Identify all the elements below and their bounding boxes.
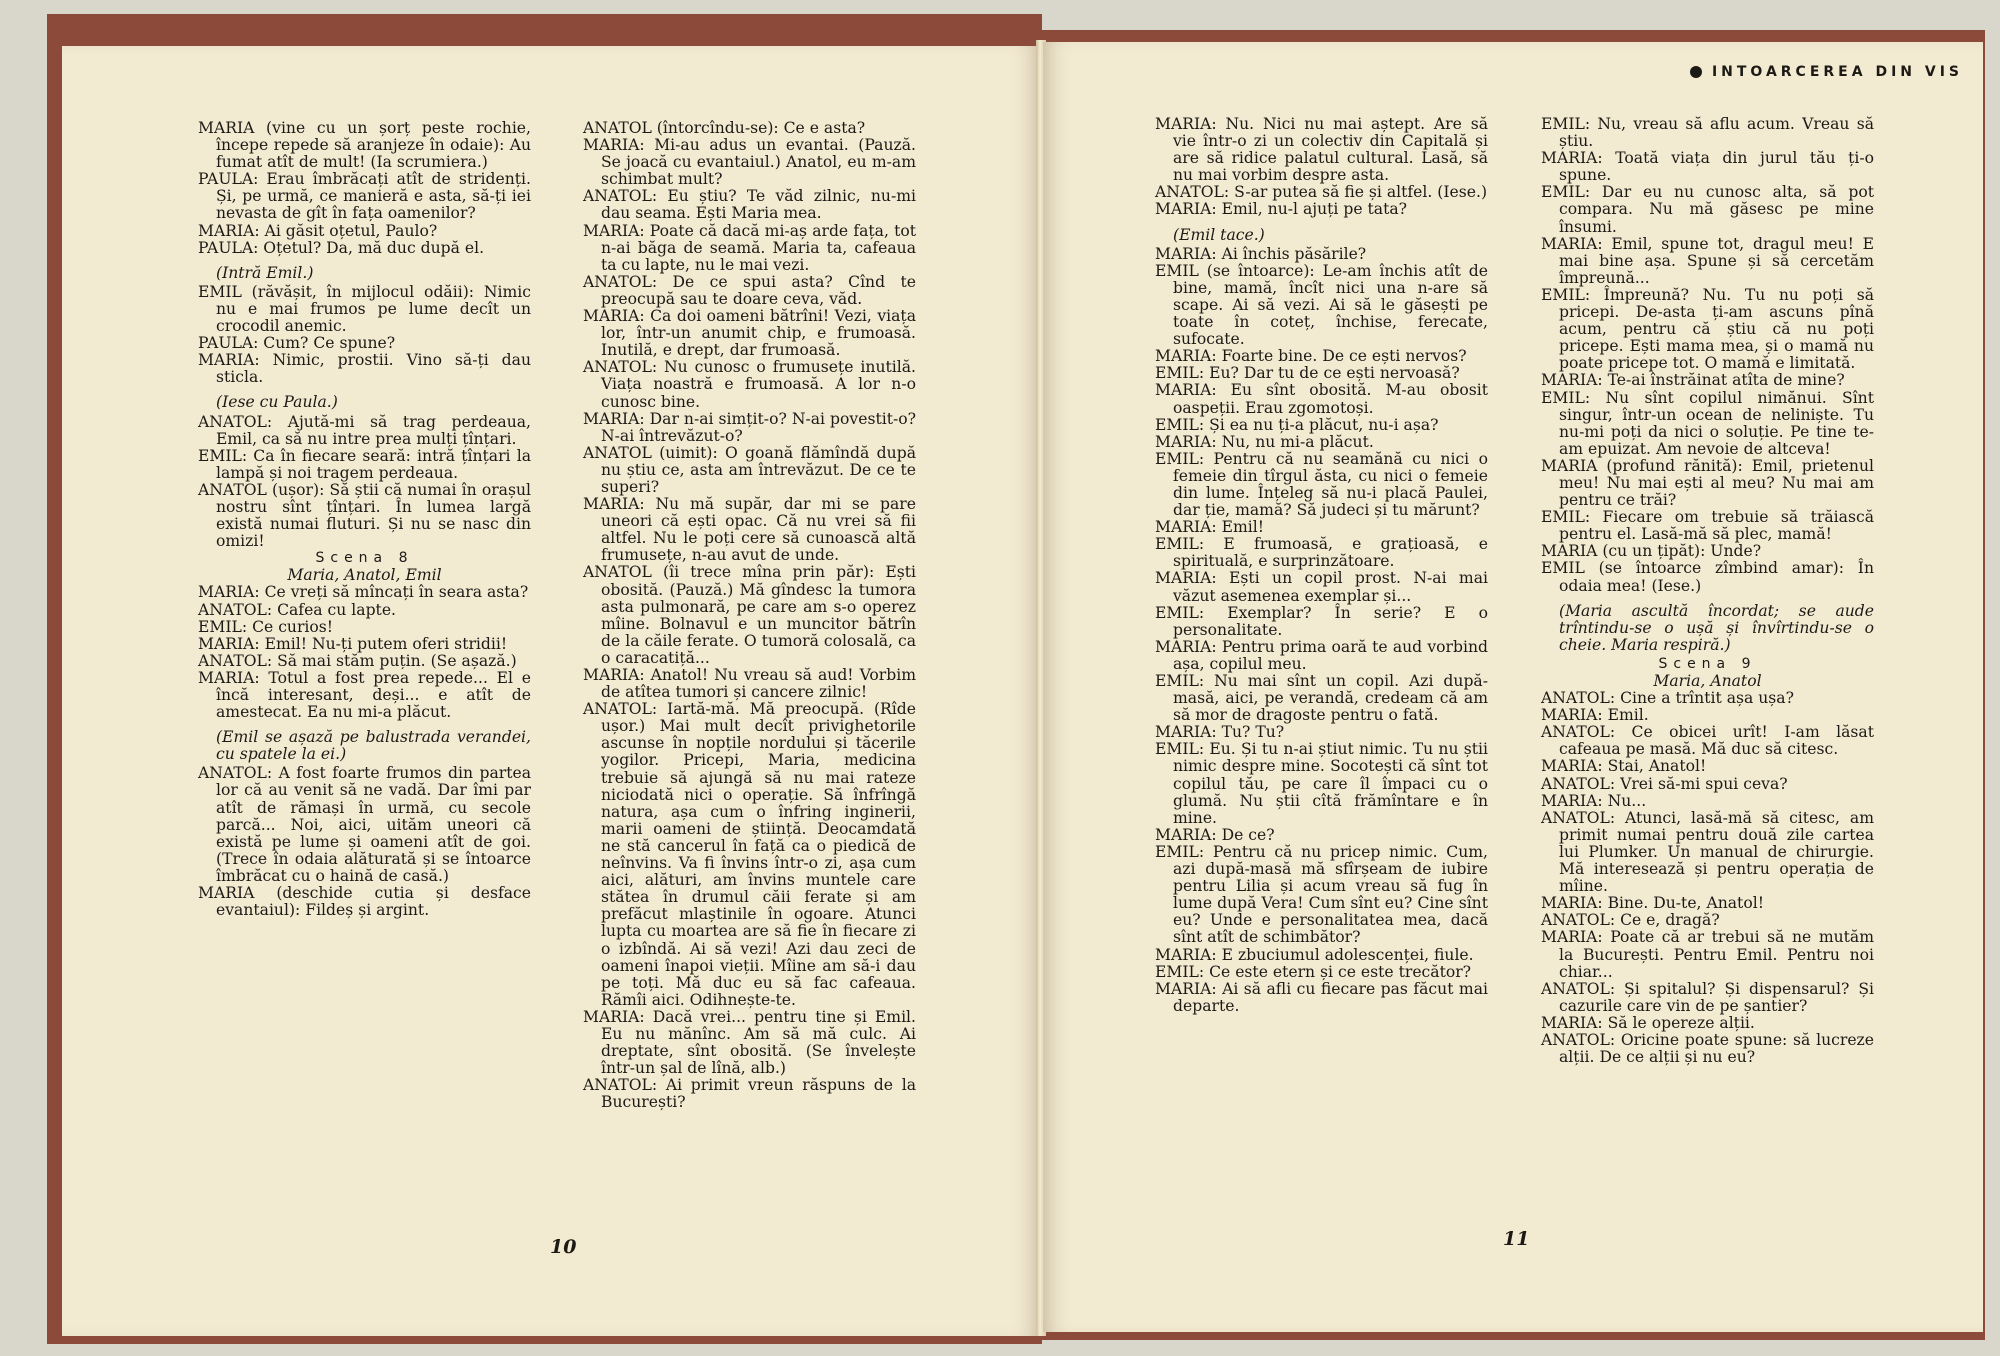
dialogue-line: ANATOL: Ajută-mi să trag perdeaua, Emil, ca să nu intre prea mulți țînțari. (198, 412, 531, 448)
dialogue-line: MARIA (vine cu un șorț peste rochie, începe repede să aranjeze în odaie): Au fumat atît de mult! (Ia scrumiera.) (198, 119, 531, 172)
dialogue-line: MARIA: Totul a fost prea repede... El e încă interesant, deși... e atît de amestecat. Ea nu mi-a plăcut. (198, 668, 531, 722)
scene-cast: Maria, Anatol (1653, 672, 1762, 690)
dialogue-line: ANATOL (îi trece mîna prin păr): Ești obosită. (Pauză.) Mă gîndesc la tumora asta pulmonară, pe care am s-o operez mîine. Bolnavul e un muncitor bătrîn de la căile ferate. O tumoră colosală, ca o caracatiță... (583, 563, 916, 667)
dialogue-line: MARIA: Stai, Anatol! (1541, 757, 1707, 776)
dialogue-line: EMIL: Pentru că nu pricep nimic. Cum, azi după-masă mă sfîrșeam de iubire pentru Lilia și acum vreau să fug în lume după Vera! Cum sînt eu? Cine sînt eu? Unde e personalitatea mea, dacă sînt atît de schimbător? (1155, 842, 1488, 947)
dialogue-line: EMIL: Exemplar? În serie? E o personalitate. (1155, 603, 1488, 639)
dialogue-line: MARIA: De ce? (1155, 825, 1275, 844)
dialogue-line: MARIA: Toată viața din jurul tău ți-o spune. (1541, 149, 1874, 185)
scene-heading: Scena 9 (1658, 655, 1757, 672)
dialogue-line: ANATOL (uimit): O goană flămîndă după nu știu ce, asta am întrevăzut. De ce te superi? (583, 443, 916, 496)
dialogue-line: EMIL: Ce este etern și ce este trecător? (1155, 962, 1472, 981)
dialogue-line: ANATOL: Cine a trîntit așa ușa? (1541, 689, 1794, 708)
dialogue-line: EMIL: Ce curios! (198, 617, 334, 636)
dialogue-line: EMIL (se întoarce): Le-am închis atît de bine, mamă, încît nici una n-are să scape. Ai să vezi. Ai să le găsești pe toate în coteț, închise, ferecate, sufocate. (1155, 261, 1488, 349)
dialogue-line: MARIA: Ce vreți să mîncați în seara asta? (198, 583, 529, 602)
dialogue-line: ANATOL: Iartă-mă. Mă preocupă. (Rîde ușor.) Mai mult decît privighetorile ascunse în nopțile nordului și tăcerile yogilor. Pricepi, Maria, medicina trebuie să ajungă să nu mai rateze niciodată nici o operație. Să înfrîngă natura, așa cum o înfring inginerii, marii oameni de știință. Deocamdată ne stă cancerul în față ca o piedică de neînvins. Va fi învins într-o zi, așa cum aici, alături, am învins muntele care stătea în drumul căii ferate și am prefăcut mlaștinile în ogoare. Atunci lupta cu moartea are să fie în fiecare zi o izbîndă. Ai să vezi! Azi dau zeci de oameni înapoi vieții. Mîine am să-i dau pe toți. Mă duc eu să fac cafeaua. Rămîi aici. Odihnește-te. (583, 700, 916, 1009)
dialogue-line: MARIA: Emil! Nu-ți putem oferi stridii! (198, 634, 508, 653)
dialogue-line: ANATOL: Nu cunosc o frumusețe inutilă. Viața noastră e frumoasă. A lor n-o cunosc bine. (583, 358, 916, 411)
dialogue-line: MARIA: Dar n-ai simțit-o? N-ai povestit-o? N-ai întrevăzut-o? (583, 409, 916, 445)
dialogue-line: MARIA: Să le opereze alții. (1541, 1013, 1755, 1032)
dialogue-line: EMIL: Nu, vreau să aflu acum. Vreau să știu. (1541, 115, 1874, 151)
dialogue-line: MARIA: Ai să afli cu fiecare pas făcut mai departe. (1155, 979, 1488, 1015)
running-head (1690, 64, 1963, 80)
dialogue-line: MARIA (profund rănită): Emil, prietenul meu! Nu mai ești al meu? Nu mai am pentru ce trăi? (1541, 456, 1874, 510)
stage-direction: (Intră Emil.) (216, 263, 314, 282)
scene-cast: Maria, Anatol, Emil (287, 566, 442, 585)
left-page (62, 46, 1039, 1336)
dialogue-line: EMIL (se întoarce zîmbind amar): În odaia mea! (Iese.) (1541, 559, 1874, 595)
page-number: 10 (550, 1236, 577, 1258)
dialogue-line: EMIL: Împreună? Nu. Tu nu poți să pricepi. De-asta ți-am ascuns pînă acum, pentru că știu că nu poți pricepe. Ești mama mea, și o mamă nu poate pricepe tot. O mamă e limitată. (1541, 285, 1874, 373)
running-head-text: INTOARCEREA DIN VIS (1711, 64, 1963, 80)
dialogue-line: ANATOL: Vrei să-mi spui ceva? (1541, 774, 1788, 793)
dialogue-line: MARIA: Foarte bine. De ce ești nervos? (1155, 347, 1467, 366)
dialogue-line: ANATOL: S-ar putea să fie și altfel. (Iese.) (1155, 183, 1488, 202)
stage-direction: (Iese cu Paula.) (216, 393, 338, 412)
bullet-icon (1690, 66, 1702, 78)
dialogue-line: ANATOL: Să mai stăm puțin. (Se așază.) (198, 651, 517, 670)
dialogue-line: MARIA: Anatol! Nu vreau să aud! Vorbim de atîtea tumori și cancere zilnic! (583, 666, 916, 702)
dialogue-line: MARIA: Nu mă supăr, dar mi se pare uneori că ești opac. Că nu vrei să fii altfel. Nu le poți cere să cunoască altă frumusețe, n-au avut de unde. (583, 495, 916, 565)
stage-direction: (Emil tace.) (1173, 225, 1265, 244)
dialogue-line: MARIA: Emil. (1541, 706, 1649, 725)
dialogue-line: MARIA: E zbuciumul adolescenței, fiule. (1155, 945, 1474, 964)
dialogue-line: ANATOL: Eu știu? Te văd zilnic, nu-mi dau seama. Ești Maria mea. (583, 187, 916, 223)
dialogue-line: ANATOL: Și spitalul? Și dispensarul? Și cazurile care vin de pe șantier? (1541, 979, 1874, 1015)
dialogue-line: PAULA: Oțetul? Da, mă duc după el. (198, 238, 485, 257)
dialogue-line: PAULA: Cum? Ce spune? (198, 334, 396, 353)
dialogue-line: MARIA: Ești un copil prost. N-ai mai văzut asemenea exemplar și... (1155, 569, 1488, 605)
dialogue-line: MARIA: Ai găsit oțetul, Paulo? (198, 221, 438, 240)
dialogue-line: MARIA: Ca doi oameni bătrîni! Vezi, viața lor, într-un anumit chip, e frumoasă. Inutilă, e drept, dar frumoasă. (583, 307, 916, 360)
dialogue-line: MARIA: Mi-au adus un evantai. (Pauză. Se joacă cu evantaiul.) Anatol, eu m-am schimbat mult? (583, 136, 916, 189)
dialogue-line: EMIL: Ca în fiecare seară: intră țînțari la lampă și noi tragem perdeaua. (198, 446, 531, 482)
stage-direction: (Emil se așază pe balustrada verandei, cu spatele la ei.) (216, 728, 531, 764)
left-page-column-2 (583, 120, 916, 1111)
dialogue-line: MARIA: Nu. Nici nu mai aștept. Are să vie într-o zi un colectiv din Capitală și are să ridice palatul cultural. Lasă, să nu mai vorbim despre asta. (1155, 115, 1488, 185)
dialogue-line: ANATOL (întorcîndu-se): Ce e asta? (583, 119, 866, 137)
right-page-column-1 (1155, 116, 1488, 1015)
dialogue-line: ANATOL: Ai primit vreun răspuns de la București? (583, 1076, 916, 1112)
dialogue-line: EMIL: Eu? Dar tu de ce ești nervoasă? (1155, 364, 1460, 383)
dialogue-line: ANATOL: A fost foarte frumos din partea lor că au venit să ne vadă. Dar îmi par atît de rămași în urmă, cu secole parcă... Noi, aici, uităm uneori că există pe lume și oameni atît de goi. (Trece în odaia alăturată și se întoarce îmbrăcat cu o haină de casă.) (198, 764, 531, 885)
dialogue-line: ANATOL (ușor): Să știi că numai în orașul nostru sînt țînțari. În lumea largă există numai fluturi. Și nu se nasc din omizi! (198, 480, 531, 551)
dialogue-line: ANATOL: Atunci, lasă-mă să citesc, am primit numai pentru două zile cartea lui Plumker. Un manual de chirurgie. Mă interesează și pentru operația de mîine. (1541, 808, 1874, 896)
dialogue-line: EMIL: Dar eu nu cunosc alta, să pot compara. Nu mă găsesc pe mine însumi. (1541, 183, 1874, 236)
dialogue-line: EMIL: Și ea nu ți-a plăcut, nu-i așa? (1155, 415, 1439, 434)
dialogue-line: MARIA: Emil, spune tot, dragul meu! E mai bine așa. Spune și să cercetăm împreună... (1541, 234, 1874, 287)
dialogue-line: EMIL: Pentru că nu seamănă cu nici o femeie din tîrgul ăsta, cu nici o femeie din lume. Înțeleg să nu-i placă Paulei, dar ție, mamă? Să judeci și tu mărunt? (1155, 449, 1488, 520)
dialogue-line: EMIL: Fiecare om trebuie să trăiască pentru el. Lasă-mă să plec, mamă! (1541, 508, 1874, 544)
dialogue-line: MARIA: Te-ai înstrăinat atîta de mine? (1541, 371, 1845, 390)
dialogue-line: MARIA: Nimic, prostii. Vino să-ți dau sticla. (198, 351, 531, 387)
dialogue-line: MARIA: Bine. Du-te, Anatol! (1541, 894, 1764, 913)
left-page-column-1 (198, 120, 531, 919)
scene-heading: Scena 8 (315, 550, 414, 567)
dialogue-line: MARIA: Eu sînt obosită. M-au obosit oaspeții. Erau zgomotoși. (1155, 381, 1488, 417)
dialogue-line: MARIA: Ai închis păsările? (1155, 244, 1367, 263)
dialogue-line: ANATOL: Ce e, dragă? (1541, 911, 1720, 930)
page-number: 11 (1503, 1228, 1530, 1250)
dialogue-line: MARIA: Emil, nu-l ajuți pe tata? (1155, 200, 1407, 219)
dialogue-line: MARIA: Tu? Tu? (1155, 723, 1285, 742)
right-page-column-2 (1541, 116, 1874, 1066)
stage-direction: (Maria ascultă încordat; se aude trîntindu-se o ușă și învîrtindu-se o cheie. Maria respiră.) (1559, 601, 1874, 654)
dialogue-line: ANATOL: Cafea cu lapte. (198, 600, 396, 619)
dialogue-line: ANATOL: Oricine poate spune: să lucreze alții. De ce alții și nu eu? (1541, 1030, 1874, 1067)
dialogue-line: MARIA: Emil! (1155, 518, 1265, 537)
dialogue-line: EMIL (răvășit, în mijlocul odăii): Nimic nu e mai frumos pe lume decît un crocodil anemic. (198, 282, 531, 336)
dialogue-line: MARIA: Poate că dacă mi-aș arde fața, tot n-ai băga de seamă. Maria ta, cafeaua ta cu lapte, nu le mai vezi. (583, 221, 916, 274)
dialogue-line: EMIL: Nu mai sînt un copil. Azi după-masă, aici, pe verandă, credeam că am să mor de dragoste pentru o fată. (1155, 672, 1488, 725)
dialogue-line: PAULA: Erau îmbrăcați atît de stridenți. Și, pe urmă, ce manieră e asta, să-ți iei nevasta de gît în fața oamenilor? (198, 170, 531, 223)
dialogue-line: MARIA: Pentru prima oară te aud vorbind așa, copilul meu. (1155, 637, 1488, 673)
dialogue-line: MARIA: Poate că ar trebui să ne mutăm la București. Pentru Emil. Pentru noi chiar... (1541, 928, 1874, 981)
dialogue-line: ANATOL: Ce obicei urît! I-am lăsat cafeaua pe masă. Mă duc să citesc. (1541, 723, 1874, 759)
dialogue-line: MARIA (deschide cutia și desface evantaiul): Fildeș și argint. (198, 884, 531, 920)
dialogue-line: EMIL: E frumoasă, e grațioasă, e spirituală, e surprinzătoare. (1155, 535, 1488, 571)
right-page (1043, 42, 1983, 1332)
dialogue-line: MARIA: Nu... (1541, 791, 1647, 810)
dialogue-line: MARIA: Dacă vrei... pentru tine și Emil. Eu nu mănînc. Am să mă culc. Ai dreptate, sînt obosită. (Se învelește într-un șal de lînă, alb.) (583, 1007, 916, 1078)
dialogue-line: MARIA (cu un țipăt): Unde? (1541, 542, 1762, 561)
dialogue-line: MARIA: Nu, nu mi-a plăcut. (1155, 432, 1374, 451)
dialogue-line: ANATOL: De ce spui asta? Cînd te preocupă sau te doare ceva, văd. (583, 272, 916, 308)
dialogue-line: EMIL: Eu. Și tu n-ai știut nimic. Tu nu știi nimic despre mine. Socotești că sînt tot copilul tău, pe care îl împaci cu o glumă. Nu știi cîtă frămîntare e în mine. (1155, 740, 1488, 827)
dialogue-line: EMIL: Nu sînt copilul nimănui. Sînt singur, într-un ocean de neliniște. Tu nu-mi poți da nici o soluție. Pe tine te-am epuizat. Am nevoie de altceva! (1541, 388, 1874, 458)
